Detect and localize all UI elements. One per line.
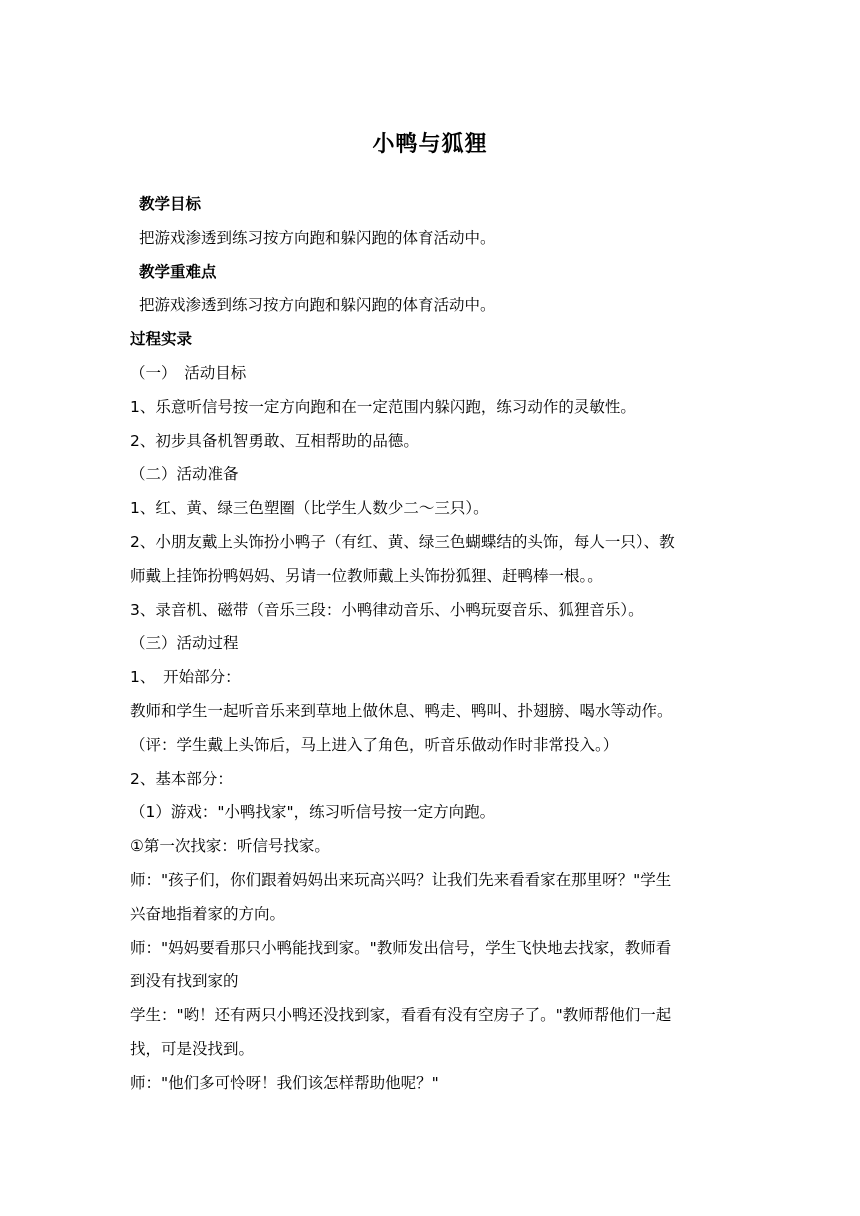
paragraph: 兴奋地指着家的方向。 (130, 904, 286, 923)
paragraph: 找，可是没找到。 (130, 1039, 255, 1058)
paragraph: （评：学生戴上头饰后，马上进入了角色，听音乐做动作时非常投入。） (130, 735, 619, 754)
paragraph: 到没有找到家的 (130, 972, 239, 991)
paragraph: 把游戏渗透到练习按方向跑和躲闪跑的体育活动中。 (139, 228, 496, 247)
paragraph: 2、小朋友戴上头饰扮小鸭子（有红、黄、绿三色蝴蝶结的头饰，每人一只）、教 (130, 532, 675, 551)
paragraph: 师："妈妈要看那只小鸭能找到家。"教师发出信号，学生飞快地去找家，教师看 (130, 938, 672, 957)
paragraph: 3、录音机、磁带（音乐三段：小鸭律动音乐、小鸭玩耍音乐、狐狸音乐）。 (130, 600, 644, 619)
paragraph: 1、红、黄、绿三色塑圈（比学生人数少二～三只）。 (130, 499, 489, 518)
paragraph: ①第一次找家：听信号找家。 (130, 837, 330, 856)
paragraph: 师戴上挂饰扮鸭妈妈、另请一位教师戴上头饰扮狐狸、赶鸭棒一根。。 (130, 566, 603, 585)
heading-process: 过程实录 (130, 330, 193, 349)
paragraph: 1、乐意听信号按一定方向跑和在一定范围内躲闪跑，练习动作的灵敏性。 (130, 397, 636, 416)
document-title: 小鸭与狐狸 (372, 132, 488, 157)
paragraph: 把游戏渗透到练习按方向跑和躲闪跑的体育活动中。 (139, 296, 496, 315)
paragraph: 2、基本部分： (130, 769, 233, 788)
paragraph: 1、 开始部分： (130, 668, 241, 687)
paragraph: 师："孩子们，你们跟着妈妈出来玩高兴吗？让我们先来看看家在那里呀？"学生 (130, 870, 672, 889)
heading-teaching-goal: 教学目标 (139, 195, 202, 213)
document-body (130, 188, 734, 1101)
paragraph: （1）游戏："小鸭找家"，练习听信号按一定方向跑。 (130, 803, 496, 822)
paragraph: （三）活动过程 (130, 634, 239, 653)
paragraph: 师："他们多可怜呀！我们该怎样帮助他呢？" (130, 1073, 439, 1092)
heading-key-points: 教学重难点 (139, 262, 217, 281)
paragraph: （一） 活动目标 (130, 363, 247, 382)
paragraph: 2、初步具备机智勇敢、互相帮助的品德。 (130, 431, 419, 450)
paragraph: 学生："哟！还有两只小鸭还没找到家，看看有没有空房子了。"教师帮他们一起 (130, 1006, 672, 1025)
paragraph: （二）活动准备 (130, 465, 239, 484)
paragraph: 教师和学生一起听音乐来到草地上做休息、鸭走、鸭叫、扑翅膀、喝水等动作。 (130, 701, 673, 720)
